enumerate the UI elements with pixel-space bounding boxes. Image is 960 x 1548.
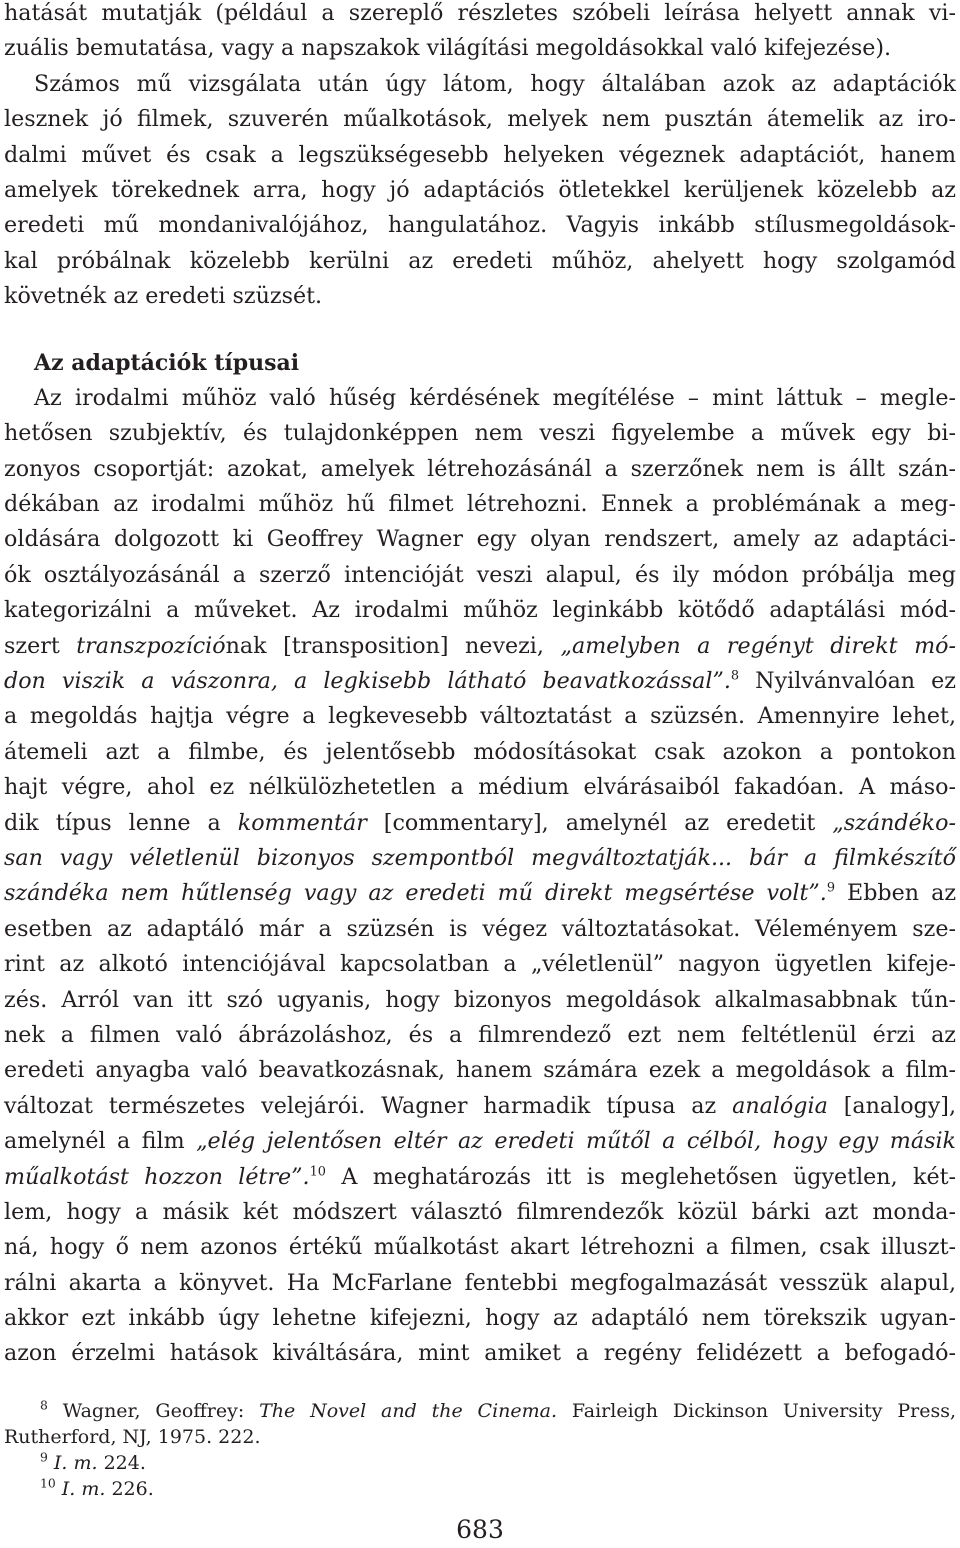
footnote-text: 226.: [105, 1477, 154, 1500]
text-line: hajt végre, ahol ez nélkülözhetetlen a médium elvárásaiból fakadóan. A máso-: [4, 774, 956, 801]
text-line: [4, 1089, 956, 1124]
footnote-number: 8: [40, 1398, 48, 1413]
text-line: rint az alkotó intenciójával kapcsolatban a „véletlenül” nagyon ügyetlen kifeje-: [4, 951, 956, 978]
text-run: változat természetes velejárói. Wagner harmadik típusa az: [4, 1092, 733, 1119]
quote-italic: szándéka nem hűtlenség vagy az eredeti mű direkt megsértése volt”.: [4, 880, 827, 907]
text-run: [commentary], amelynél az eredetit: [366, 809, 833, 836]
section-heading: Az adaptációk típusai: [34, 349, 300, 376]
text-line: azon érzelmi hatások kiváltására, mint amiket a regény felidézett a befogadó-: [4, 1340, 956, 1367]
footnote-ref-9: 9: [826, 880, 835, 896]
quote-italic: műalkotást hozzon létre”.: [4, 1163, 310, 1190]
section-body: [4, 381, 956, 1372]
text-line: [4, 876, 956, 911]
footnotes: [4, 1398, 956, 1502]
footnote-text: Wagner, Geoffrey:: [47, 1399, 260, 1422]
footnote-ibid: I. m.: [61, 1477, 106, 1500]
footnote-8-continued: Rutherford, NJ, 1975. 222.: [4, 1425, 261, 1448]
footnote-8: [4, 1398, 956, 1424]
text-line: [4, 664, 956, 699]
text-line: dékában az irodalmi műhöz hű filmet létrehozni. Ennek a problémának a meg-: [4, 491, 956, 518]
text-line: követnék az eredeti szüzsét.: [4, 283, 323, 310]
footnote-book-title: The Novel and the Cinema.: [259, 1399, 558, 1422]
text-line: amelyek törekednek arra, hogy jó adaptációs ötletekkel kerüljenek közelebb az: [4, 176, 956, 203]
text-line: [4, 629, 956, 664]
text-line: [4, 841, 956, 876]
quote-italic: don viszik a vászonra, a legkisebb látható beavatkozással”.: [4, 668, 731, 695]
text-line: ók osztályozásánál a szerző intencióját veszi alapul, és ily módon próbálja meg: [4, 561, 956, 588]
text-run: dik típus lenne a: [4, 809, 238, 836]
footnote-number: 10: [40, 1476, 56, 1491]
text-run: Ebben az: [835, 880, 957, 907]
footnote-number: 9: [40, 1450, 48, 1465]
text-run: szert: [4, 632, 77, 659]
footnote-text: Fairleigh Dickinson University Press,: [557, 1399, 956, 1422]
text-line: esetben az adaptáló már a szüzsén is végez változtatásokat. Véleményem sze-: [4, 915, 956, 942]
footnote-text: 224.: [97, 1451, 146, 1474]
text-line: rálni akarta a könyvet. Ha McFarlane fentebbi megfogalmazását vesszük alapul,: [4, 1269, 956, 1296]
term-analogia: analógia: [732, 1092, 828, 1119]
text-line: Az irodalmi műhöz való hűség kérdésének megítélése – mint láttuk – megle-: [34, 384, 956, 411]
text-run: [analogy],: [827, 1092, 956, 1119]
quote-italic: „elég jelentősen eltér az eredeti műtől a célból, hogy egy másik: [196, 1128, 956, 1155]
text-line: dalmi művet és csak a legszükségesebb helyeken végeznek adaptációt, hanem: [4, 141, 956, 168]
term-kommentar: kommentár: [237, 809, 367, 836]
footnote-9: [4, 1450, 956, 1476]
text-line: ná, hogy ő nem azonos értékű műalkotást akart létrehozni a filmen, csak illuszt-: [4, 1234, 956, 1261]
document-page: [4, 0, 956, 1502]
footnote-10: [4, 1476, 956, 1502]
text-line: nek a filmen való ábrázoláshoz, és a filmrendező ezt nem feltétlenül érzi az: [4, 1021, 956, 1048]
text-line: a megoldás hajtja végre a legkevesebb változtatást a szüzsén. Amennyire lehet,: [4, 703, 956, 730]
quote-italic: san vagy véletlenül bizonyos szempontból megváltoztatják... bár a filmkészítő: [4, 844, 956, 871]
text-line: zuális bemutatása, vagy a napszakok világítási megoldásokkal való kifejezése).: [4, 35, 892, 62]
text-line: oldására dolgozott ki Geoffrey Wagner egy olyan rendszert, amely az adaptáci-: [4, 526, 956, 553]
footnote-ref-8: 8: [730, 668, 740, 684]
text-line: zés. Arról van itt szó ugyanis, hogy bizonyos megoldások alkalmasabbnak tűn-: [4, 986, 956, 1013]
text-line: hetősen szubjektív, és tulajdonképpen nem veszi figyelembe a művek egy bi-: [4, 420, 956, 447]
text-run: amelynél a film: [4, 1128, 197, 1155]
quote-italic: „szándéko-: [832, 809, 956, 836]
text-run: A meghatározás itt is meglehetősen ügyetlen, két-: [325, 1163, 956, 1190]
text-line: átemeli azt a filmbe, és jelentősebb módosításokat csak azokon a pontokon: [4, 738, 956, 765]
text-line: akkor ezt inkább úgy lehetne kifejezni, hogy az adaptáló nem törekszik ugyan-: [4, 1305, 956, 1332]
term-transzpozicio: transzpozíció: [76, 632, 226, 659]
text-line: [4, 1160, 956, 1195]
text-line: zonyos csoportját: azokat, amelyek létrehozásánál a szerzőnek nem is állt szán-: [4, 455, 956, 482]
footnote-ibid: I. m.: [53, 1451, 98, 1474]
text-line: eredeti anyagba való beavatkozásnak, hanem számára ezek a megoldások a film-: [4, 1057, 956, 1084]
text-line: [4, 806, 956, 841]
text-line: lesznek jó filmek, szuverén műalkotások, melyek nem pusztán átemelik az iro-: [4, 106, 956, 133]
page-number: 683: [456, 1515, 504, 1544]
text-line: kategorizálni a műveket. Az irodalmi műhöz leginkább kötődő adaptálási mód-: [4, 597, 956, 624]
text-line: Számos mű vizsgálata után úgy látom, hogy általában azok az adaptációk: [34, 70, 956, 97]
text-line: kal próbálnak közelebb kerülni az eredeti műhöz, ahelyett hogy szolgamód: [4, 247, 956, 274]
paragraph-continuation: [4, 0, 956, 315]
text-run: nak [transposition] nevezi,: [225, 632, 561, 659]
text-line: eredeti mű mondanivalójához, hangulatához. Vagyis inkább stílusmegoldások-: [4, 212, 956, 239]
quote-italic: „amelyben a regényt direkt mó-: [560, 632, 956, 659]
footnote-ref-10: 10: [309, 1164, 326, 1180]
text-line: hatását mutatják (például a szereplő részletes szóbeli leírása helyett annak vi-: [4, 0, 956, 26]
text-line: lem, hogy a másik két módszert választó filmrendezők közül bárki azt monda-: [4, 1198, 956, 1225]
text-run: Nyilvánvalóan ez: [739, 668, 956, 695]
text-line: [4, 1124, 956, 1159]
